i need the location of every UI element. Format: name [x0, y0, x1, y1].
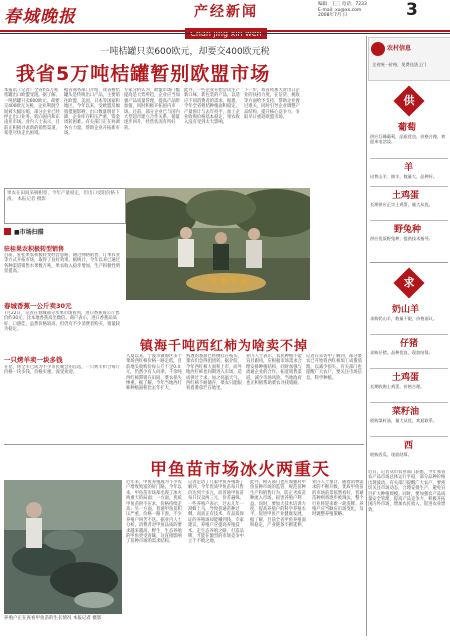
lead-body-col-4: 此外，一些企业开始尝试生产新口味、新包装的产品，以适应不同消费者的需求。据悉，今年全省柑桔种植面积稳定，产量预计与去年持平，加工企业收购价格基本稳定，果农收入没有受到太大影响。 [184, 88, 240, 126]
masthead-rule-thin [0, 33, 450, 34]
page-number: 3 [406, 0, 418, 20]
lead-body-col-5: 下一步，我省将加大对出口企业的扶持力度，在信贷、税收等方面给予支持，帮助企业渡过难关，同时引导企业调整产品结构，提升核心竞争力，争取早日重返欧盟市场。 [244, 88, 300, 121]
lead-photo-image [126, 188, 310, 300]
ad-name-piglet: 仔猪 [400, 339, 419, 349]
ad-divider [370, 158, 448, 159]
bottom-caption-credit: 本报记者 摄影 [72, 616, 102, 621]
editor-line-2: E-mail: xx@xx.com [318, 7, 362, 13]
middle-headline: 镇海千吨西红柿为啥卖不掉 [140, 339, 309, 354]
ad-name-rabbit: 野兔种 [394, 225, 422, 235]
ad-body-piglet: 求购仔猪，品种优良，现款结算。 [370, 350, 433, 355]
short-news-body-2: 7月22日，记者在春城部分水果市场看到，进口香蕉每公斤售价约30元，比本地香蕉高出数倍。商户表示，进口香蕉品质好、口感佳，虽然价格较高，但仍有不少消费者购买，销量较为稳定。 [4, 311, 121, 333]
short-news-title-3: 一只烤羊卖一块多钱 [4, 356, 63, 364]
short-news-title-2: 春城香蕉一公斤卖30元 [4, 302, 72, 310]
short-news-title-1: 驻桂果农积极转型销售 [4, 246, 65, 253]
right-column-article: 近日，记者从市农业部门获悉，今年我省农产品市场总体运行平稳，部分品种价格出现波动。有关部门提醒广大农户，要密切关注市场动态，合理安排生产，避免盲目扩大种植规模。同时，要加强农产品质量安全管理，提高产品竞争力，积极开拓国内外市场，增加农民收入，促进农业增效。 [368, 470, 446, 513]
ad-name-eggs-2: 土鸡蛋 [392, 373, 420, 383]
editor-info [318, 2, 404, 19]
banner-brand: 农村信息 [387, 45, 412, 52]
ad-divider [370, 262, 448, 263]
ad-body-grape: 供应巨峰葡萄，品质优良，价格合理，欢迎来电洽谈。 [370, 134, 446, 145]
ad-divider [370, 186, 448, 187]
ad-divider [370, 436, 448, 437]
ad-body-sheep: 出售山羊、绵羊，数量大，品种好。 [370, 174, 438, 179]
ad-body-eggs-2: 长期收购土鸡蛋，价格合理。 [370, 384, 425, 389]
bottom-body-col-2: 记者走访了几家甲鱼养殖场了解到，今年优质甲鱼苗每只售价达到十多元，而普通甲鱼苗每只仅卖两三元，价差悬殊。一些养殖户表示，过去几年一窝蜂上马，导致普通苗种过剩，而真正有技术、有品质保证的养殖场却能赚到钱。专家建议，养殖户应提高养殖技术，走生态养殖之路，打造品牌，才能在激烈的市场竞争中立于不败之地。 [188, 480, 244, 545]
lead-body-col-3: 专家分析认为，欧盟市场门槛提高是大势所趋，企业应当加强产品质量管理，提高产品附加值，同时积极开拓国内市场。目前，部分企业已与国内大型超市建立合作关系，销量逐步回升，经营状况有所好转。 [124, 88, 180, 131]
bottom-body-col-4: 业内人士预计，随着消费需求的不断升级，优质甲鱼苗的市场前景依然看好，普通苗种则将逐步被淘汰，整个行业将迎来新一轮洗牌。养殖户应当顺应市场变化，及时调整养殖策略。 [312, 480, 364, 518]
right-banner [368, 37, 450, 81]
ad-body-eggs: 长期供应正宗土鸡蛋，量大从优。 [370, 202, 433, 207]
middle-body-col-2: 熟透的番茄已经倒挂在枝头，菜农们急得团团转。据介绍，今年西红柿大面积上市，而外地西红柿也同期进入市场，造成供过于求。加之高温天气，西红柿不耐储存，菜农只能眼看着番茄烂在地里。 [186, 354, 242, 392]
right-column-divider [366, 36, 367, 636]
middle-body-col-4: 记者在采访中了解到，部分菜农已开始将西红柿加工成番茄酱，以减少损失。有关部门也提醒广大农户，要关注市场信息，科学种植。 [306, 354, 362, 381]
ad-name-watermelon: 西 [404, 441, 414, 451]
ad-divider [370, 220, 448, 221]
ad-body-oil: 收购菜籽油，量大从优，欢迎联系。 [370, 418, 438, 423]
ad-name-oil: 菜籽油 [392, 407, 420, 417]
masthead-rule [0, 30, 450, 32]
short-news-body-1: 目前，驻桂果农积极转变经营思路，通过网络销售、订单农业等方式开拓市场，取得了良好效果。据统计，今年以来已通过各种渠道销售水果数万吨，果农收入稳步增加，生产积极性明显提高。 [4, 253, 121, 275]
lead-headline: 我省5万吨桔罐暂别欧盟市场 [16, 63, 271, 85]
photo-note-credit: 本报记者 摄影 [17, 196, 46, 202]
bottom-photo [4, 480, 122, 614]
short-news-body-3: 在昆，烤全羊已成为不少市民聚会的首选，一只烤羊折合每斤价格一块多钱，价格实惠，深受欢迎。 [4, 365, 121, 376]
ad-divider [370, 402, 448, 403]
bottom-photo-caption [4, 616, 122, 622]
paper-name: 春城晚报 [4, 7, 76, 27]
photo-note-text: 果农在田间采摘柑桔，今年产量稳定，但出口受阻价格下滑。 [7, 191, 120, 202]
date-line: 2008年7月 日 [318, 13, 348, 19]
ad-divider [370, 334, 448, 335]
supply-marker-label: 供 [403, 94, 415, 107]
lead-photo [126, 188, 310, 300]
banner-text: 全省统一价格，免费送货上门 [372, 62, 427, 67]
bottom-body-col-3: 此外，相关部门也应加强对甲鱼苗种市场的监管，规范苗种生产和销售行为，防止劣质苗种流入市场，损害养殖户利益。同时，要加大技术培训力度，提高养殖户的科学养殖水平，促进甲鱼产业健康发展。据了解，目前全省甲鱼养殖面积稳定，产业链条不断延伸。 [250, 480, 306, 529]
bottom-body-col-1: 近年来，甲鱼养殖成为不少农户增收致富的好门路。今年以来，甲鱼苗市场却出现了冰火两重天的局面：一方面，优质甲鱼苗供不应求，价格持续走高；另一方面，普通甲鱼苗积压严重，价格一路下滑，不少养殖户叫苦不迭。据业内人士分析，消费者对甲鱼品质的要求越来越高，野生、生态养殖的甲鱼更受青睐，这直接影响了苗种市场的需求结构。 [126, 480, 182, 545]
middle-body-col-1: 入夏以来，宁波市镇海区多个菜场西红柿价格一路走低，目前地头收购价每公斤不足0.4元，仍然少有人问津，千余吨西红柿滞销在田间，菜农损失惨重。据了解，今年当地西红柿种植面积比去年扩大。 [126, 354, 182, 392]
lead-subhead: 一吨桔罐只卖600欧元，却要交400欧元税 [100, 47, 270, 57]
ad-body-watermelon: 收购西瓜，现款结算。 [370, 452, 412, 457]
ad-body-goat: 求购奶山羊，数量不限，价格面议。 [370, 316, 438, 321]
ad-name-grape: 葡萄 [398, 123, 417, 133]
ad-name-sheep: 羊 [404, 163, 414, 173]
editor-line: 编辑：王三 电话：7233 [318, 2, 367, 7]
section-marker [4, 228, 11, 235]
section-header [176, 0, 276, 30]
ad-body-rabbit: 供应优质野兔种，提供技术指导。 [370, 236, 433, 241]
demand-marker-label: 求 [403, 276, 415, 289]
middle-body-col-3: 业内人士表示，农民种植不能盲目跟风，应根据市场需求合理安排种植结构，同时加强与流通企业的合作，拓宽销售渠道，减少市场风险。当地政府也正积极帮助菜农寻找销路。 [246, 354, 302, 387]
bottom-photo-image [4, 480, 122, 614]
photo-note [7, 191, 121, 202]
lead-body-col-2: 据省商务部门介绍，我省柑桔罐头是传统出口产品，主要销往欧盟、美国、日本等国家和地区。今年以来，受欧盟反倾销措施影响，出口数量明显下降，企业库存积压严重，资金周转困难。有关部门正在协调各方力量，帮助企业开拓新市场。 [64, 88, 120, 137]
bottom-headline: 甲鱼苗市场冰火两重天 [150, 460, 330, 480]
ad-divider [370, 368, 448, 369]
section-divider [4, 444, 364, 445]
ad-name-goat: 奶山羊 [392, 305, 420, 315]
section-title: 产经新闻 [194, 4, 258, 20]
bottom-caption-text: 养殖户正在查看甲鱼苗的生长情况 [4, 616, 72, 621]
lead-body-col-1: 本报讯（记者）全省约5万吨桔罐出口欧盟受阻。据了解，一吨桔罐只卖600欧元，却要交400欧元关税，企业利润空间被大幅压缩，部分企业已经停止出口业务，转向国内和东南亚市场。业内人士表示，目前正积极寻求新的销售渠道，希望尽快走出困境。 [4, 88, 60, 137]
ad-name-eggs: 土鸡蛋 [392, 191, 420, 201]
banner-logo-icon [371, 42, 385, 56]
short-news-tag: ■市场扫描 [14, 229, 44, 236]
